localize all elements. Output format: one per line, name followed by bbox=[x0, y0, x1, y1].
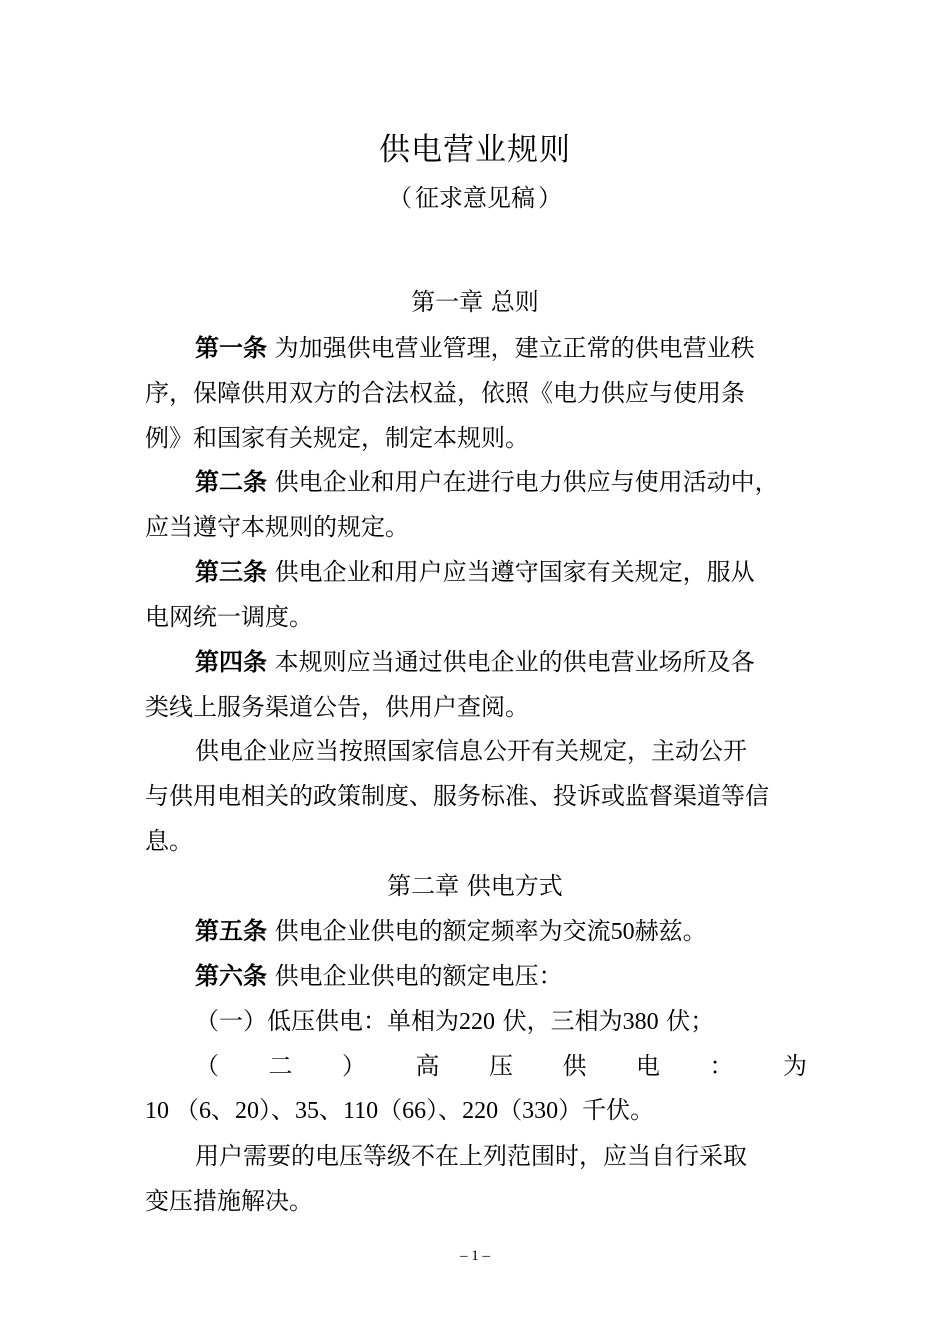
article-5-line bbox=[195, 913, 707, 950]
item-2-char: 为 bbox=[783, 1052, 807, 1080]
item-2-char: 供 bbox=[562, 1052, 587, 1080]
chapter-heading: 第一章 总则 bbox=[411, 288, 539, 316]
article-2-line: 应当遵守本规则的规定。 bbox=[145, 513, 409, 541]
article-text: 本规则应当通过供电企业的供电营业场所及各 bbox=[274, 648, 755, 676]
article-label: 第三条 bbox=[195, 558, 267, 586]
article-text: 供电企业供电的额定电压： bbox=[274, 962, 563, 990]
article-text: 供电企业供电的额定频率为交流 bbox=[274, 917, 611, 945]
chapter-heading: 第二章 供电方式 bbox=[387, 872, 563, 900]
article-3-line: 电网统一调度。 bbox=[145, 603, 313, 631]
article-1-line: 例》和国家有关规定，制定本规则。 bbox=[145, 424, 529, 452]
item-2-char: ） bbox=[342, 1052, 366, 1080]
item-text: （一）低压供电：单相为 bbox=[195, 1007, 459, 1035]
article-3-line bbox=[195, 554, 755, 590]
voltage-list: 10 （6、20）、35、110（66）、220（330）千伏。 bbox=[145, 1098, 655, 1124]
article-label: 第四条 bbox=[195, 648, 267, 676]
article-text: 赫兹。 bbox=[634, 917, 707, 945]
article-label: 第六条 bbox=[195, 962, 267, 990]
article-6-paragraph-line: 用户需要的电压等级不在上列范围时，应当自行采取 bbox=[195, 1142, 747, 1170]
article-4-line: 类线上服务渠道公告，供用户查阅。 bbox=[145, 693, 529, 721]
article-4-paragraph-line: 息。 bbox=[145, 827, 193, 855]
item-text: 伏，三相为 bbox=[502, 1007, 623, 1035]
article-label: 第二条 bbox=[195, 468, 267, 496]
item-2-char: 二 bbox=[268, 1052, 293, 1080]
voltage-220: 220 bbox=[459, 1009, 495, 1035]
voltage-380: 380 bbox=[622, 1009, 659, 1035]
article-6-item-1 bbox=[195, 1003, 714, 1040]
document-title: 供电营业规则 bbox=[379, 132, 571, 168]
article-text: 供电企业和用户在进行电力供应与使用活动中， bbox=[274, 468, 779, 496]
article-6-line bbox=[195, 958, 563, 994]
article-1-line: 序，保障供用双方的合法权益，依照《电力供应与使用条 bbox=[145, 379, 745, 407]
article-label: 第一条 bbox=[195, 334, 267, 362]
subtitle-open-paren: （ bbox=[388, 184, 412, 212]
document-subtitle bbox=[0, 180, 950, 216]
article-4-paragraph-line: 与供用电相关的政策制度、服务标准、投诉或监督渠道等信 bbox=[145, 782, 769, 810]
article-4-line bbox=[195, 644, 755, 680]
item-2-char: 电 bbox=[636, 1052, 660, 1080]
item-2-char: （ bbox=[195, 1052, 219, 1080]
article-1-line bbox=[195, 330, 755, 366]
article-label: 第五条 bbox=[195, 917, 267, 945]
article-text: 供电企业和用户应当遵守国家有关规定，服从 bbox=[274, 558, 755, 586]
subtitle-close-paren: ） bbox=[538, 184, 562, 212]
page-number: – 1 – bbox=[460, 1248, 490, 1264]
article-6-paragraph-line: 变压措施解决。 bbox=[145, 1187, 313, 1215]
item-2-char: 压 bbox=[489, 1052, 513, 1080]
article-2-line bbox=[195, 464, 779, 500]
item-2-char: ： bbox=[709, 1052, 734, 1080]
subtitle-text: 征求意见稿 bbox=[415, 184, 535, 212]
frequency-value: 50 bbox=[610, 919, 635, 945]
item-text: 伏； bbox=[666, 1007, 715, 1035]
article-text: 为加强供电营业管理，建立正常的供电营业秩 bbox=[274, 334, 755, 362]
item-2-char: 高 bbox=[415, 1052, 440, 1080]
article-4-paragraph-line: 供电企业应当按照国家信息公开有关规定，主动公开 bbox=[195, 737, 747, 765]
article-6-item-2 bbox=[195, 1048, 807, 1084]
